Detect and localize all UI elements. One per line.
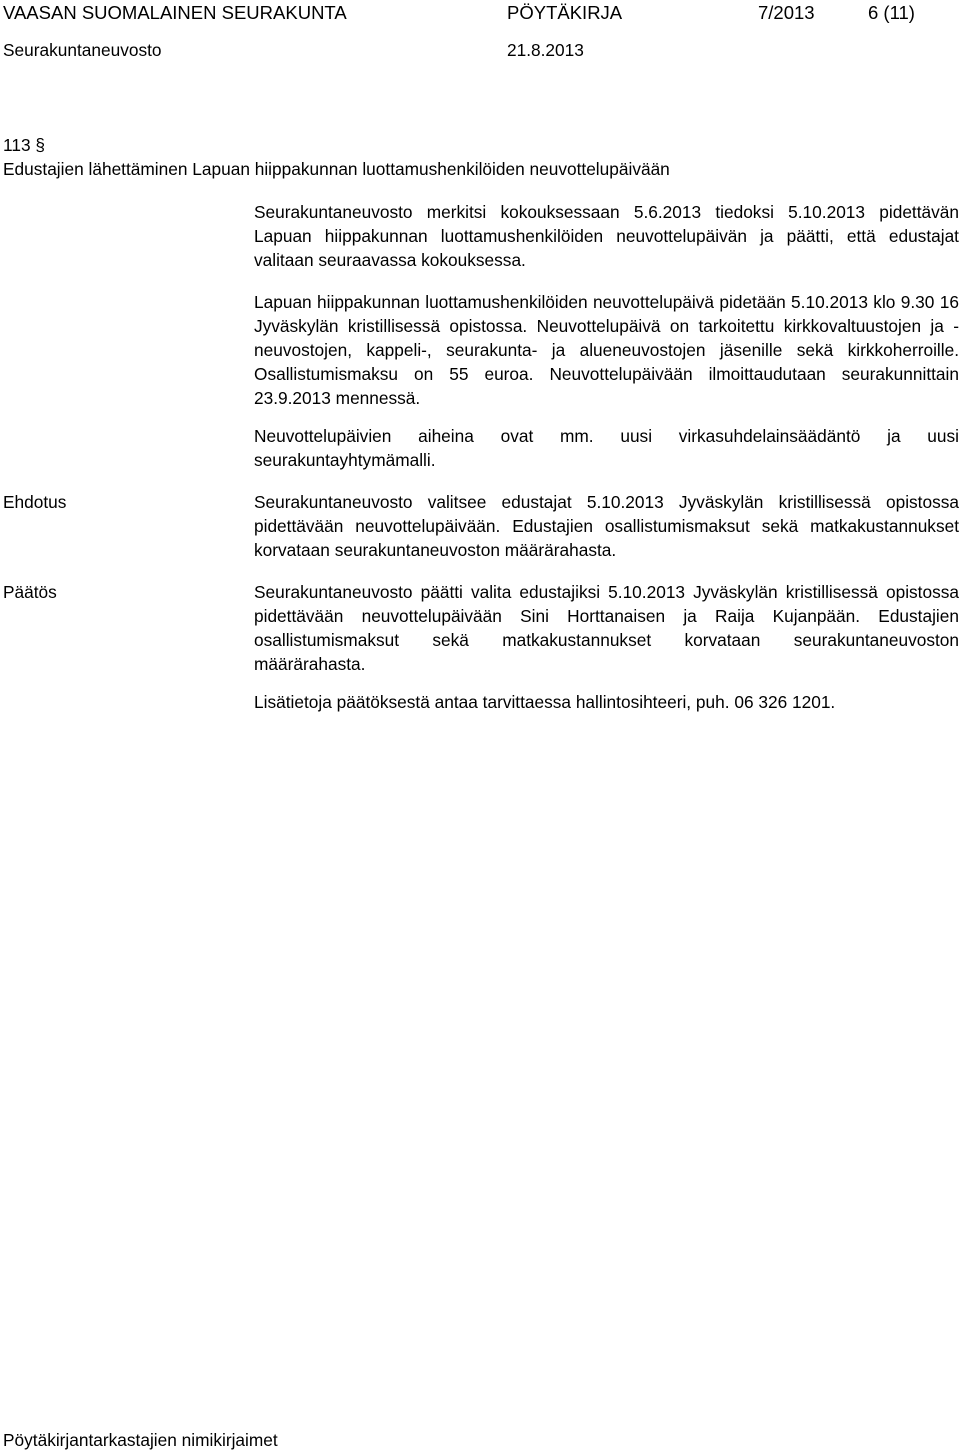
paragraph-event-details: Lapuan hiippakunnan luottamushenkilöiden neuvottelupäivä pidetään 5.10.2013 klo 9.30 16 Jyväskylän kristillisessä opistossa. Neuvottelupäivä on tarkoitettu kirkkovaltuustojen ja -neuvostojen, kappeli-, seurakunta- ja alueneuvostojen jäsenille sekä kirkkoherroille. Osallistumismaksu on 55 euroa. Neuvottelupäivään ilmoittaudutaan seurakunnittain 23.9.2013 mennessä. bbox=[254, 292, 959, 408]
proposal-text: Seurakuntaneuvosto valitsee edustajat 5.10.2013 Jyväskylän kristillisessä opistossa pidettävään neuvottelupäivään. Edustajien osallistumismaksut sekä matkakustannukset korvataan seurakuntaneuvoston määrärahasta. bbox=[254, 492, 959, 560]
page-number: 6 (11) bbox=[868, 2, 915, 23]
paragraph-topics: Neuvottelupäivien aiheina ovat mm. uusi virkasuhdelainsäädäntö ja uusi seurakuntayhtymämalli. bbox=[254, 426, 959, 470]
paragraph-background: Seurakuntaneuvosto merkitsi kokouksessaan 5.6.2013 tiedoksi 5.10.2013 pidettävän Lapuan hiippakunnan luottamushenkilöiden neuvottelupäivän ja päätti, että edustajat valitaan seuraavassa kokouksessa. bbox=[254, 202, 959, 270]
info-line: Lisätietoja päätöksestä antaa tarvittaessa hallintosihteeri, puh. 06 326 1201. bbox=[254, 692, 836, 712]
proposal-label: Ehdotus bbox=[3, 492, 67, 512]
body-name: Seurakuntaneuvosto bbox=[3, 40, 162, 60]
decision-text: Seurakuntaneuvosto päätti valita edustajiksi 5.10.2013 Jyväskylän kristillisessä opistossa pidettävään neuvottelupäivään Sini Horttanaisen ja Raija Kujanpään. Edustajien osallistumismaksut sekä matkakustannukset korvataan seurakuntaneuvoston määrärahasta. bbox=[254, 582, 959, 674]
footer-initials-label: Pöytäkirjantarkastajien nimikirjaimet bbox=[3, 1430, 278, 1450]
section-number: 113 § bbox=[3, 135, 45, 155]
decision-label: Päätös bbox=[3, 582, 57, 602]
organization-name: VAASAN SUOMALAINEN SEURAKUNTA bbox=[3, 2, 347, 23]
meeting-date: 21.8.2013 bbox=[507, 40, 584, 60]
section-title: Edustajien lähettäminen Lapuan hiippakunnan luottamushenkilöiden neuvottelupäivään bbox=[3, 159, 670, 179]
document-number: 7/2013 bbox=[758, 2, 815, 23]
document-type: PÖYTÄKIRJA bbox=[507, 2, 623, 23]
